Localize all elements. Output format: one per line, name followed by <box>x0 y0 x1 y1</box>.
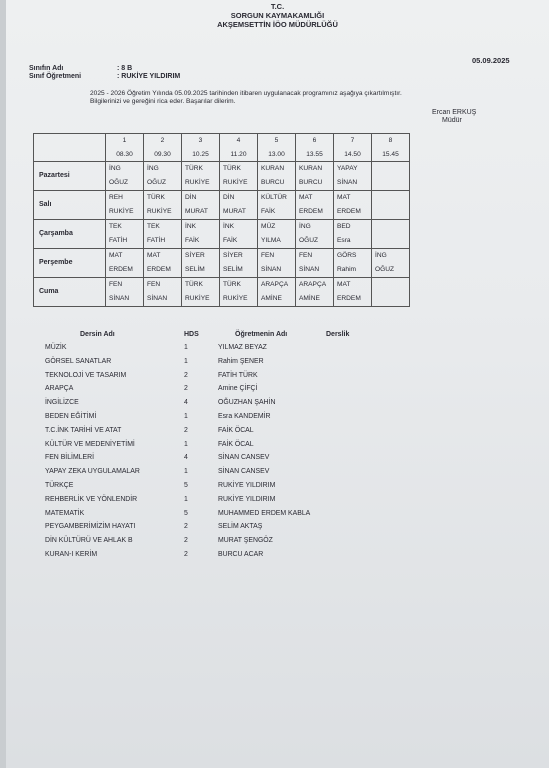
schedule-cell <box>106 191 144 220</box>
schedule-cell <box>258 191 296 220</box>
cell-lesson: TÜRK <box>147 194 165 201</box>
course-hours: 2 <box>184 426 188 434</box>
schedule-cell <box>182 191 220 220</box>
class-label: Sınıfın Adı <box>29 65 64 72</box>
cell-teacher: OĞUZ <box>147 178 167 186</box>
schedule-cell <box>334 191 372 220</box>
schedule-cell <box>144 191 182 220</box>
notice-line-1: 2025 - 2026 Öğretim Yılında 05.09.2025 tarihinden itibaren uygulanacak programınız aşağıya çıkartılmıştır. <box>90 90 402 97</box>
schedule-cell <box>258 249 296 278</box>
course-teacher: BURCU ACAR <box>218 551 264 558</box>
cell-teacher: SELİM <box>185 265 205 273</box>
course-teacher: Esra KANDEMİR <box>218 413 271 420</box>
course-hours: 2 <box>184 537 188 545</box>
day-label: Cuma <box>34 278 106 307</box>
cell-teacher: ERDEM <box>337 294 361 302</box>
cell-teacher: RUKİYE <box>147 207 172 215</box>
cell-teacher: SİNAN <box>109 294 130 302</box>
cell-teacher: RUKİYE <box>185 178 210 186</box>
cell-lesson: TÜRK <box>223 281 241 288</box>
schedule-cell <box>182 278 220 307</box>
cell-teacher: FAİK <box>185 236 200 244</box>
course-name: ARAPÇA <box>45 385 74 393</box>
course-teacher: SELİM AKTAŞ <box>218 523 263 531</box>
schedule-cell <box>296 162 334 191</box>
cell-lesson: KURAN <box>261 165 285 172</box>
schedule-corner <box>34 134 106 162</box>
cell-lesson: MAT <box>147 252 161 259</box>
cell-teacher: FAİK <box>223 236 238 244</box>
schedule-cell <box>372 162 410 191</box>
day-label: Çarşamba <box>34 220 106 249</box>
header-line-1: T.C. <box>270 2 285 11</box>
cell-lesson: SİYER <box>223 252 243 259</box>
cell-teacher: SELİM <box>223 265 243 273</box>
cell-teacher: OĞUZ <box>299 236 319 244</box>
cell-lesson: İNK <box>223 223 234 230</box>
course-teacher: Amine ÇİFÇİ <box>218 385 258 393</box>
course-hours: 2 <box>184 551 188 558</box>
period-header: 4 11.20 <box>220 134 258 162</box>
period-header: 6 13.55 <box>296 134 334 162</box>
schedule-cell <box>296 249 334 278</box>
schedule-row <box>34 191 410 220</box>
course-name: REHBERLİK VE YÖNLENDİR <box>45 495 138 503</box>
period-header: 2 09.30 <box>144 134 182 162</box>
day-label: Salı <box>34 191 106 220</box>
schedule-header-row <box>34 134 410 162</box>
cell-teacher: AMİNE <box>261 294 282 302</box>
course-name: MÜZİK <box>45 344 67 351</box>
cell-teacher: SİNAN <box>337 178 358 186</box>
cell-lesson: KÜLTÜR <box>261 194 287 201</box>
schedule-cell <box>220 162 258 191</box>
period-header: 5 13.00 <box>258 134 296 162</box>
schedule-cell <box>334 220 372 249</box>
course-name: TEKNOLOJİ VE TASARIM <box>45 371 127 379</box>
cell-lesson: İNK <box>185 223 196 230</box>
course-hours: 1 <box>184 468 188 476</box>
course-name: MATEMATİK <box>45 509 85 517</box>
course-teacher: FATİH TÜRK <box>218 371 258 379</box>
schedule-cell <box>296 220 334 249</box>
schedule-cell <box>182 220 220 249</box>
cell-lesson: MAT <box>337 194 351 201</box>
cell-lesson: TÜRK <box>185 165 203 172</box>
course-hours: 4 <box>184 454 188 462</box>
cell-teacher: ERDEM <box>147 265 171 273</box>
cell-lesson: TEK <box>109 223 122 230</box>
cell-lesson: MAT <box>109 252 123 259</box>
cell-teacher: BURCU <box>261 178 285 186</box>
schedule-cell <box>220 191 258 220</box>
cell-teacher: ERDEM <box>337 207 361 215</box>
course-name: BEDEN EĞİTİMİ <box>45 413 97 420</box>
schedule-cell <box>372 278 410 307</box>
cell-teacher: RUKİYE <box>109 207 134 215</box>
cell-lesson: İNG <box>109 165 121 172</box>
cell-lesson: DİN <box>185 194 197 201</box>
schedule-cell <box>106 278 144 307</box>
course-hours: 5 <box>184 509 188 517</box>
cell-teacher: FATİH <box>147 236 166 244</box>
schedule-cell <box>182 249 220 278</box>
cell-teacher: YILMA <box>261 236 281 244</box>
course-hours: 2 <box>184 523 188 531</box>
teacher-value: : RUKİYE YILDIRIM <box>117 73 181 80</box>
cell-teacher: BURCU <box>299 178 323 186</box>
cell-teacher: MURAT <box>223 207 246 215</box>
course-teacher: FAİK ÖCAL <box>218 426 254 434</box>
course-teacher: YILMAZ BEYAZ <box>218 344 267 351</box>
course-hours: 1 <box>184 357 188 365</box>
cell-lesson: MAT <box>337 281 351 288</box>
cell-lesson: SİYER <box>185 252 205 259</box>
course-name: GÖRSEL SANATLAR <box>45 357 112 365</box>
schedule-table <box>33 133 410 307</box>
hours-header: HDS <box>184 331 199 338</box>
cell-lesson: KURAN <box>299 165 323 172</box>
course-name: PEYGAMBERİMİZİM HAYATI <box>45 523 136 531</box>
course-hours: 2 <box>184 385 188 393</box>
schedule-cell <box>258 278 296 307</box>
schedule-cell <box>106 249 144 278</box>
cell-teacher: MURAT <box>185 207 208 215</box>
teacher-header: Öğretmenin Adı <box>235 331 288 338</box>
course-hours: 1 <box>184 344 188 351</box>
cell-lesson: TÜRK <box>185 281 203 288</box>
course-teacher: RUKİYE YILDIRIM <box>218 482 276 489</box>
period-header: 1 08.30 <box>106 134 144 162</box>
cell-lesson: TÜRK <box>223 165 241 172</box>
cell-teacher: OĞUZ <box>375 265 395 273</box>
schedule-cell <box>106 220 144 249</box>
schedule-cell <box>182 162 220 191</box>
day-label: Perşembe <box>34 249 106 278</box>
schedule-cell <box>372 191 410 220</box>
course-teacher: SİNAN CANSEV <box>218 454 270 462</box>
schedule-cell <box>144 220 182 249</box>
schedule-row <box>34 278 410 307</box>
schedule-cell <box>372 249 410 278</box>
course-hours: 5 <box>184 482 188 489</box>
cell-teacher: RUKİYE <box>223 294 248 302</box>
cell-lesson: FEN <box>299 252 313 259</box>
cell-lesson: YAPAY <box>337 165 358 172</box>
cell-teacher: RUKİYE <box>185 294 210 302</box>
schedule-cell <box>144 278 182 307</box>
cell-teacher: AMİNE <box>299 294 320 302</box>
cell-lesson: İNG <box>299 223 311 230</box>
cell-lesson: MÜZ <box>261 223 276 230</box>
cell-lesson: MAT <box>299 194 313 201</box>
cell-lesson: GÖRS <box>337 252 357 259</box>
room-header: Derslik <box>326 331 350 338</box>
cell-lesson: ARAPÇA <box>299 281 327 288</box>
course-hours: 1 <box>184 440 188 448</box>
course-teacher: SİNAN CANSEV <box>218 468 270 476</box>
course-name: DİN KÜLTÜRÜ VE AHLAK B <box>45 537 133 545</box>
course-teacher: FAİK ÖCAL <box>218 440 254 448</box>
course-name: KURAN-I KERİM <box>45 551 98 558</box>
principal-name: Ercan ERKUŞ <box>432 109 477 116</box>
cell-teacher: SİNAN <box>147 294 168 302</box>
course-teacher: OĞUZHAN ŞAHİN <box>218 399 276 407</box>
cell-teacher: FATİH <box>109 236 128 244</box>
course-hours: 2 <box>184 371 188 379</box>
schedule-cell <box>106 162 144 191</box>
cell-lesson: İNG <box>147 165 159 172</box>
cell-teacher: Esra <box>337 236 351 244</box>
course-name: TÜRKÇE <box>45 482 74 489</box>
schedule-cell <box>220 278 258 307</box>
cell-lesson: REH <box>109 194 123 201</box>
course-teacher: MURAT ŞENGÖZ <box>218 537 273 545</box>
schedule-cell <box>372 220 410 249</box>
schedule-cell <box>258 162 296 191</box>
course-teacher: Rahim ŞENER <box>218 357 264 365</box>
course-teacher: MUHAMMED ERDEM KABLA <box>218 509 311 517</box>
cell-lesson: TEK <box>147 223 160 230</box>
schedule-row <box>34 162 410 191</box>
course-name: FEN BİLİMLERİ <box>45 454 95 462</box>
cell-lesson: FEN <box>109 281 123 288</box>
period-header: 3 10.25 <box>182 134 220 162</box>
schedule-cell <box>334 162 372 191</box>
principal-title: Müdür <box>442 117 462 124</box>
schedule-cell <box>296 278 334 307</box>
cell-lesson: BED <box>337 223 351 230</box>
schedule-cell <box>296 191 334 220</box>
period-header: 7 14.50 <box>334 134 372 162</box>
document-date: 05.09.2025 <box>472 56 510 65</box>
schedule-row <box>34 220 410 249</box>
cell-teacher: ERDEM <box>109 265 133 273</box>
cell-teacher: OĞUZ <box>109 178 129 186</box>
schedule-cell <box>220 220 258 249</box>
course-hours: 4 <box>184 399 188 407</box>
document-page <box>6 0 549 768</box>
course-teacher: RUKİYE YILDIRIM <box>218 495 276 503</box>
course-hours: 1 <box>184 495 188 503</box>
schedule-cell <box>334 249 372 278</box>
course-name: YAPAY ZEKA UYGULAMALAR <box>45 468 140 476</box>
cell-lesson: DİN <box>223 194 235 201</box>
header-line-3: AKŞEMSETTİN İÖO MÜDÜRLÜĞÜ <box>217 20 338 29</box>
schedule-cell <box>334 278 372 307</box>
notice-line-2: Bilgilerinizi ve gereğini rica eder. Başarılar dilerim. <box>90 98 236 105</box>
cell-teacher: RUKİYE <box>223 178 248 186</box>
course-hours: 1 <box>184 413 188 420</box>
cell-lesson: ARAPÇA <box>261 281 289 288</box>
header-line-2: SORGUN KAYMAKAMLIĞI <box>230 11 325 20</box>
schedule-cell <box>144 249 182 278</box>
schedule-cell <box>258 220 296 249</box>
day-label: Pazartesi <box>34 162 106 191</box>
course-name: İNGİLİZCE <box>45 399 79 407</box>
course-name-header: Dersin Adı <box>80 331 115 338</box>
schedule-cell <box>220 249 258 278</box>
course-name: KÜLTÜR VE MEDENİYETİMİ <box>45 440 135 448</box>
cell-teacher: SİNAN <box>299 265 320 273</box>
course-name: T.C.İNK TARİHİ VE ATAT <box>45 426 122 434</box>
schedule-row <box>34 249 410 278</box>
teacher-label: Sınıf Öğretmeni <box>29 73 82 80</box>
cell-lesson: FEN <box>147 281 161 288</box>
cell-lesson: İNG <box>375 252 387 259</box>
cell-lesson: FEN <box>261 252 275 259</box>
period-header: 8 15.45 <box>372 134 410 162</box>
schedule-cell <box>144 162 182 191</box>
cell-teacher: FAİK <box>261 207 276 215</box>
class-value: : 8 B <box>117 65 133 72</box>
cell-teacher: Rahim <box>337 265 357 273</box>
cell-teacher: ERDEM <box>299 207 323 215</box>
cell-teacher: SİNAN <box>261 265 282 273</box>
